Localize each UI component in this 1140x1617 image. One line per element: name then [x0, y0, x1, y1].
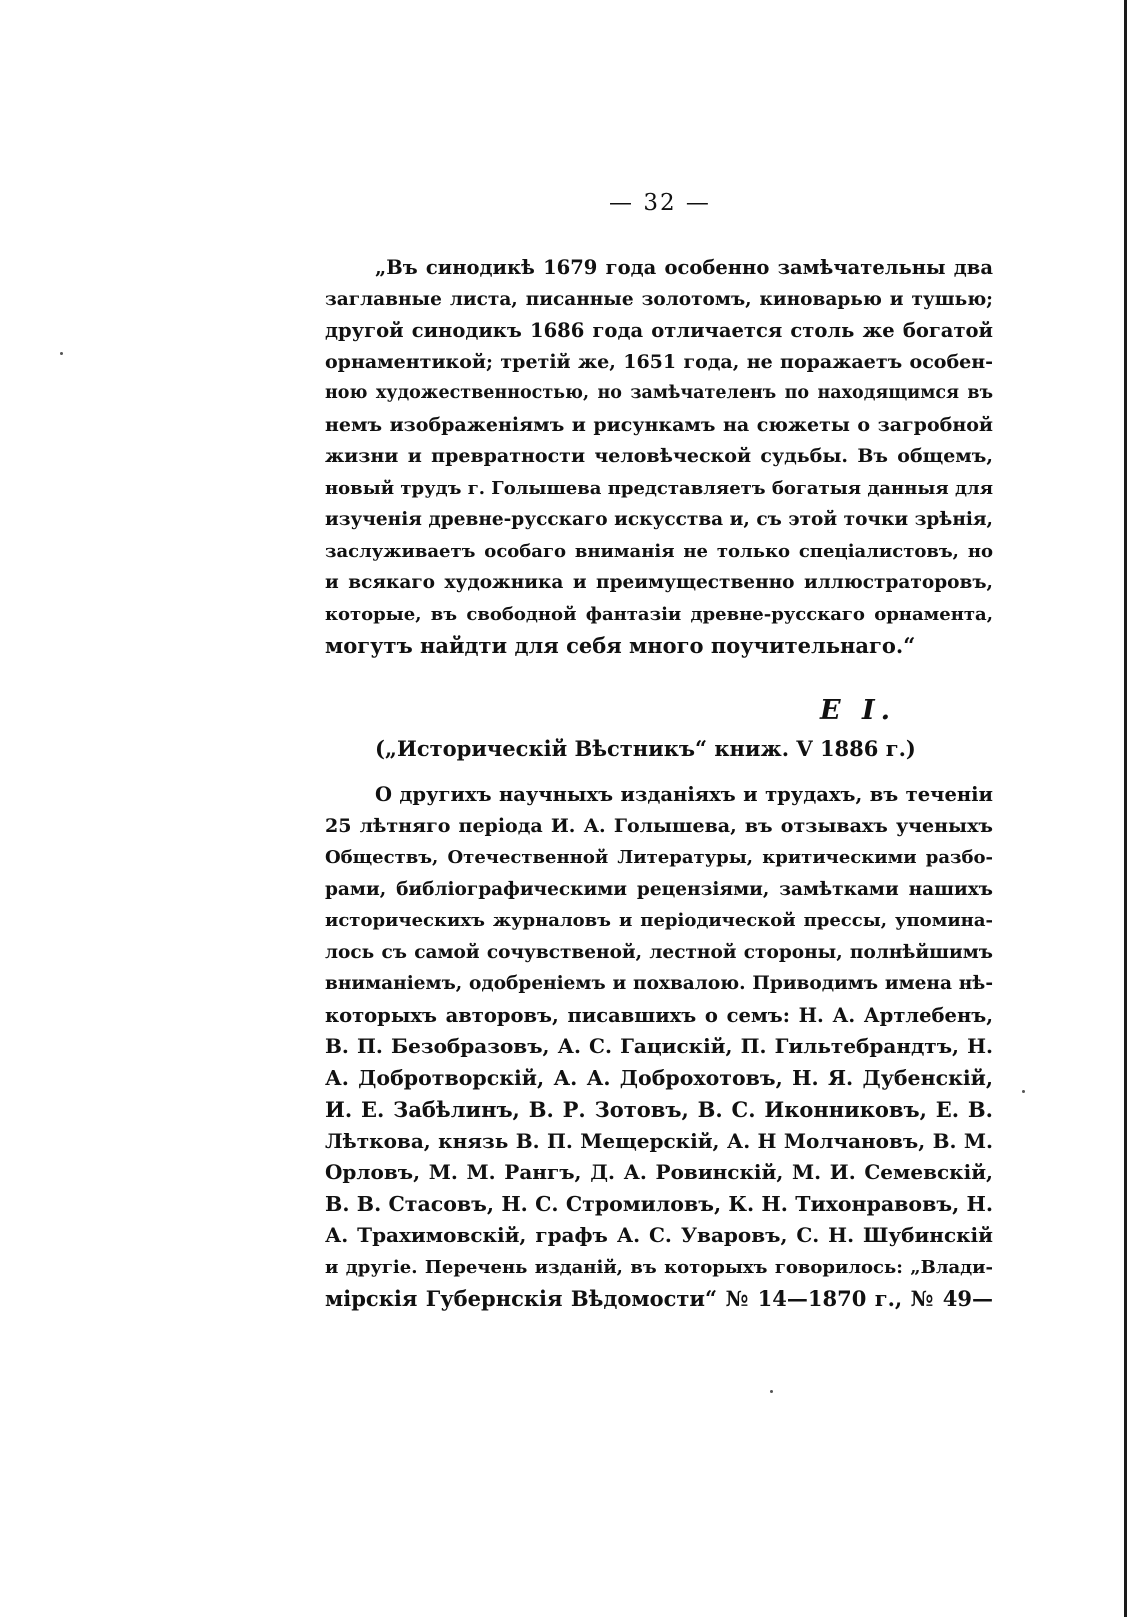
text-line: В. П. Безобразовъ, А. С. Гацискій, П. Гильтебрандтъ, Н.	[325, 1034, 993, 1058]
text-line: которые, въ свободной фантазіи древне-русскаго орнамента,	[325, 603, 993, 625]
page-number: — 32 —	[609, 190, 711, 216]
text-line: орнаментикой; третій же, 1651 года, не поражаетъ особен-	[325, 350, 993, 373]
text-line: О другихъ научныхъ изданіяхъ и трудахъ, въ теченіи	[375, 783, 993, 806]
quote-signature: Е I.	[820, 695, 897, 726]
text-line: заглавные листа, писанные золотомъ, киноварью и тушью;	[325, 288, 993, 310]
text-line: лось съ самой сочувственой, лестной стороны, полнѣйшимъ	[325, 941, 993, 963]
scan-speck	[60, 352, 63, 355]
text-line: рами, библіографическими рецензіями, замѣтками нашихъ	[325, 878, 993, 900]
text-line: и всякаго художника и преимущественно иллюстраторовъ,	[325, 572, 993, 593]
text-line: И. Е. Забѣлинъ, В. Р. Зотовъ, В. С. Иконниковъ, Е. В.	[325, 1097, 993, 1122]
text-line: которыхъ авторовъ, писавшихъ о семъ: Н. А. Артлебенъ,	[325, 1003, 993, 1027]
text-line: вниманіемъ, одобреніемъ и похвалою. Приводимъ имена нѣ-	[325, 973, 993, 994]
text-line: А. Добротворскій, А. А. Доброхотовъ, Н. Я. Дубенскій,	[325, 1065, 993, 1090]
text-line: ною художественностью, но замѣчателенъ по находящимся въ	[325, 383, 993, 403]
text-line: немъ изображеніямъ и рисункамъ на сюжеты о загробной	[325, 413, 993, 436]
text-line: Орловъ, М. М. Рангъ, Д. А. Ровинскій, М. И. Семевскій,	[325, 1160, 993, 1184]
page-edge-rule	[1124, 0, 1127, 1617]
quote-source: („Историческій Вѣстникъ“ книж. V 1886 г.)	[375, 736, 916, 761]
text-line: новый трудъ г. Голышева представляетъ богатыя данныя для	[325, 477, 993, 499]
text-line: В. В. Стасовъ, Н. С. Стромиловъ, К. Н. Тихонравовъ, Н.	[325, 1191, 993, 1216]
quote-paragraph	[325, 252, 993, 662]
scan-speck	[1022, 1090, 1025, 1093]
text-line: заслуживаетъ особаго вниманія не только спеціалистовъ, но	[325, 540, 993, 562]
text-line: А. Трахимовскій, графъ А. С. Уваровъ, С. Н. Шубинскій	[325, 1223, 993, 1247]
text-line: другой синодикъ 1686 года отличается столь же богатой	[325, 319, 993, 342]
text-line: Лѣткова, князь В. П. Мещерскій, А. Н Молчановъ, В. М.	[325, 1128, 993, 1153]
text-line: жизни и превратности человѣческой судьбы. Въ общемъ,	[325, 445, 993, 467]
text-line: Обществъ, Отечественной Литературы, критическими разбо-	[325, 847, 993, 868]
scan-speck	[770, 1390, 773, 1393]
body-paragraph	[325, 779, 993, 1315]
text-line: могутъ найдти для себя много поучительнаго.“	[325, 633, 916, 658]
text-line: „Въ синодикѣ 1679 года особенно замѣчательны два	[375, 256, 993, 279]
text-line: мірскія Губернскія Вѣдомости“ № 14—1870 г., № 49—	[325, 1286, 993, 1311]
text-line: историческихъ журналовъ и періодической прессы, упомина-	[325, 910, 993, 931]
text-line: 25 лѣтняго періода И. А. Голышева, въ отзывахъ ученыхъ	[325, 814, 993, 837]
text-line: изученія древне-русскаго искусства и, съ этой точки зрѣнія,	[325, 509, 993, 530]
text-line: и другіе. Перечень изданій, въ которыхъ говорилось: „Влади-	[325, 1256, 993, 1278]
